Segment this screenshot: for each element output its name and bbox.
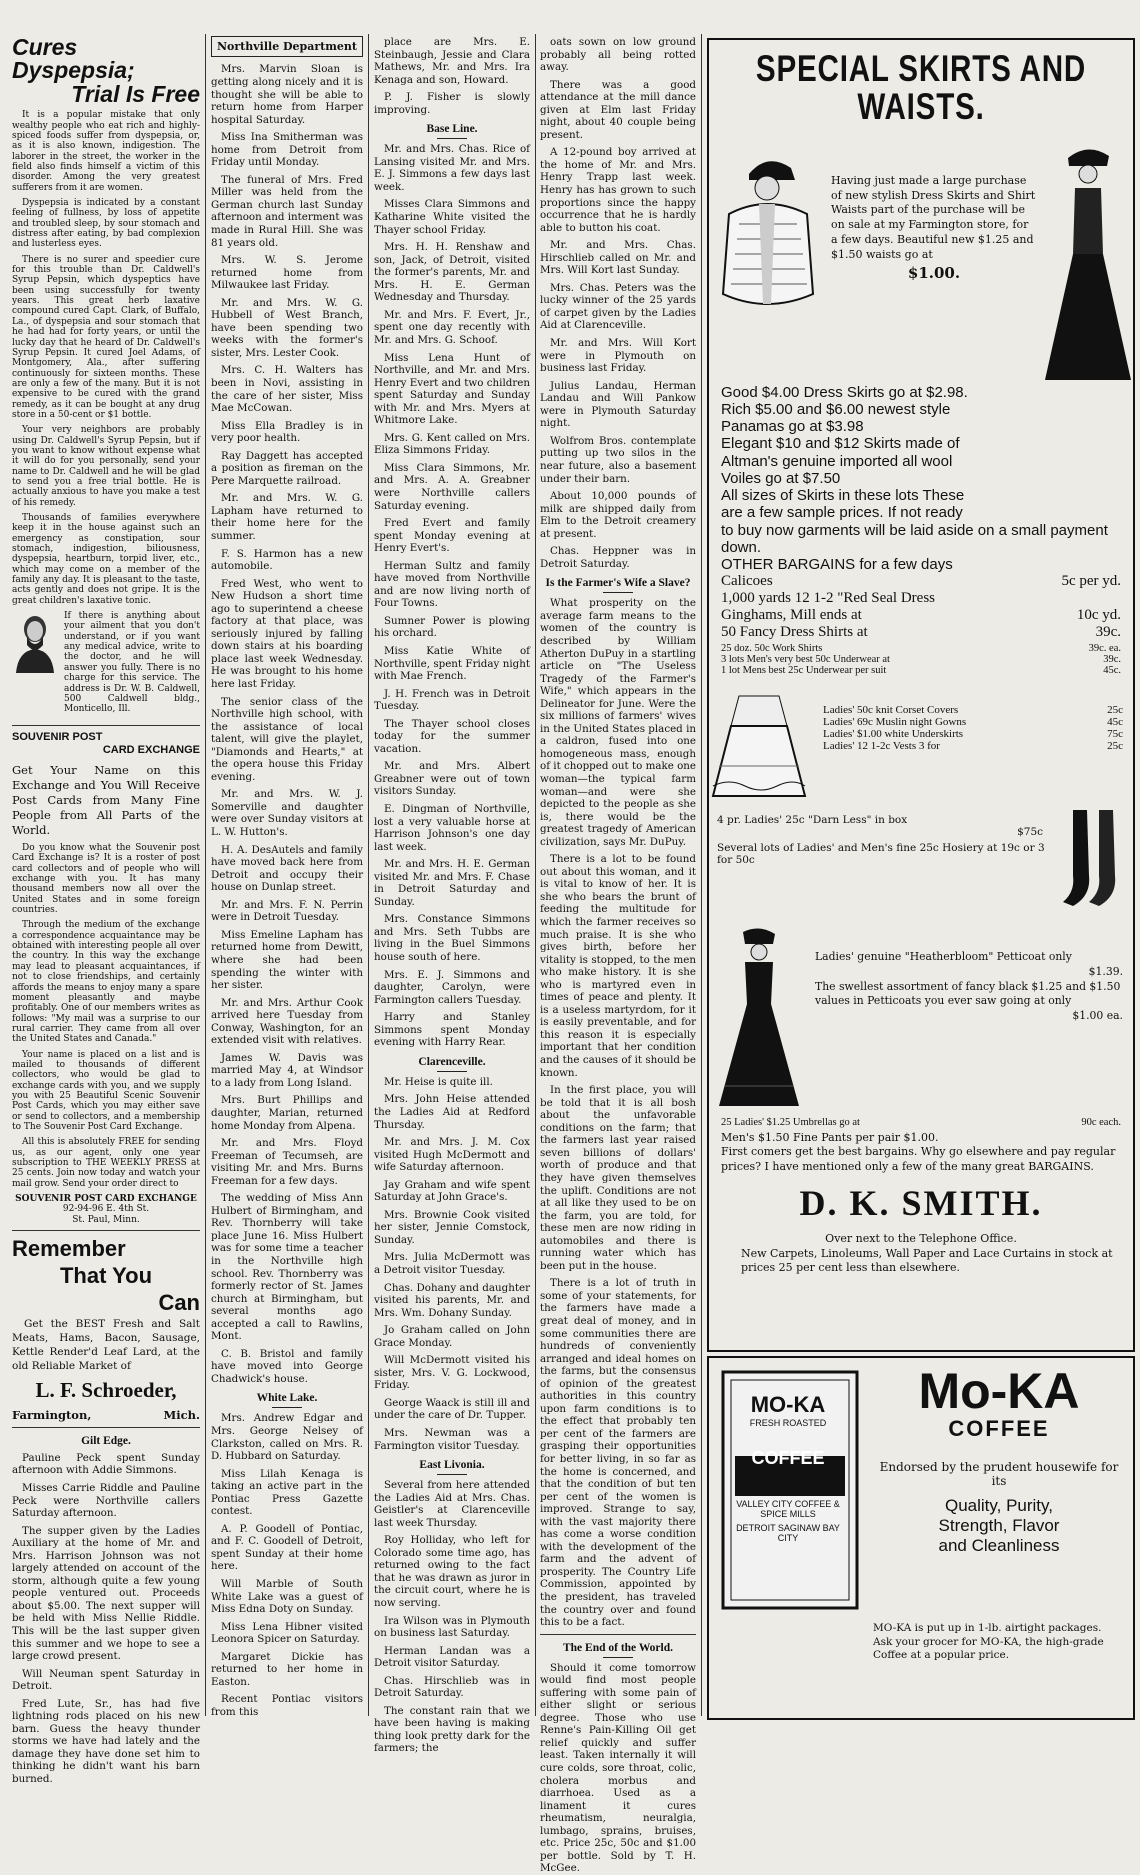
news-item: Fred West, who went to New Hudson a short time ago to superintend a cheese factory at that place, was seriously injured by falling down stairs at his boarding place last week Wednesday. He was brought to his home here last Friday. [211,577,363,691]
col3-top-items [374,36,530,116]
merchant-name: D. K. SMITH. [799,1183,1043,1224]
news-item: P. J. Fisher is slowly improving. [374,91,530,116]
news-item: Mrs. Newman was a Farmington visitor Tuesday. [374,1426,530,1452]
news-item: E. Dingman of Northville, lost a very valuable horse at Harrison Johnson's one day last week. [374,803,530,853]
ad-big-line: Elegant $10 and $12 Skirts made of [721,435,960,453]
column-rule [205,34,206,1716]
remember-line-2: That You [59,1262,153,1288]
pants-line: Men's $1.50 Fine Pants per pair $1.00. [721,1130,939,1144]
waist-illustration-icon [709,144,827,374]
news-item: place are Mrs. E. Steinbaugh, Jessie and Clara Mathews, Mr. and Mrs. Ira Kenaga and son, Howard. [374,36,530,86]
news-item: Herman Landan was a Detroit visitor Saturday. [374,1644,530,1670]
news-item: What prosperity on the average farm means to the women of the country is described by William Atherton DuPuy in a startling article on "The Useless Tragedy of the Farmer's Wife," which appears in the Delineator for June. Were the six millions of farmers' wives in the United States placed in a caldron, fused into one homogeneous mass, enough of it chopped out to make one woman—the typical farm woman—and were she depicted to the people as she is, there would be the greatest tragedy of American civilization, says Mr. DuPuy. [540,597,697,848]
moka-brand: Mo-KA [918,1363,1080,1419]
white-lake-title: White Lake. [211,1391,363,1408]
dyspepsia-title-2: Trial Is Free [71,81,200,107]
northville-department-title: Northville Department [211,36,363,57]
news-item: In the first place, you will be told that it is all bosh about the unfavorable conditions on the farm; that the farmers last year raised seven billions of dollars' worth of produce and that they have given themselves the uplift. Conditions are not at all like they used to be on the farm, you are told, for these men are now riding in automobiles and there is running water which has been put in the house. [540,1084,696,1272]
news-item: Mr. and Mrs. Chas. Rice of Lansing visited Mr. and Mrs. E. J. Simmons a few days last week. [374,143,530,193]
shirt-row-item: 25 doz. 50c Work Shirts [721,643,823,655]
news-item: Mrs. Julia McDermott was a Detroit visitor Tuesday. [374,1251,530,1276]
ladies-row-price: 25c [1107,740,1123,753]
umbrellas-price: 90c each. [1081,1117,1121,1129]
remember-body: Get the BEST Fresh and Salt Meats, Hams, Bacon, Sausage, Kettle Render'd Leaf Lard, at the old Reliable Market of [12,1317,200,1373]
news-item: Chas. Heppner was in Detroit Saturday. [540,545,696,570]
news-item: The senior class of the Northville high school, with the assistance of local talent, will give the playlet, "Diamonds and Hearts," at the opera house this Friday evening. [211,695,363,783]
petticoat-line-2: The swellest assortment of fancy black $1.25 and $1.50 values in Petticoats you ever saw going at only [815,979,1121,1008]
dk-smith-ad [707,38,1135,1352]
white-lake-items [211,1412,363,1718]
postcard-p3: Your name is placed on a list and is mailed to thousands of different collectors, who would be glad to exchange cards with you, and we supply you with 25 Beautiful Scenic Souvenir Post Cards, which you may either save or send to collectors, and a membership to The Souvenir Post Card Exchange. [12,1049,200,1132]
closing-line: First comers get the best bargains. Why go elsewhere and pay regular prices? I have mentioned only a few of the many great BARGAINS. [721,1145,1116,1174]
ad-title-2: WAISTS. [857,86,985,127]
moka-quality-1: Quality, Purity, [944,1496,1053,1515]
doctor-portrait-icon [12,611,58,673]
east-livonia-title: East Livonia. [374,1458,530,1475]
dyspepsia-p4: Your very neighbors are probably using Dr. Caldwell's Syrup Pepsin, but if you want to know without expense what it will do for you personally, send your name to Dr. Caldwell and he will be glad to send you a free trial bottle. He is actually anxious to have you make a test of his remedy. [12,425,200,508]
news-item: C. B. Bristol and family have moved into George Chadwick's house. [211,1347,363,1385]
ad-big-line: are a few sample prices. If not ready [721,504,963,522]
news-item: Mr. Heise is quite ill. [384,1075,493,1088]
shirt-row [721,654,1121,665]
postcard-ad [12,731,200,1226]
column-rule [368,34,369,1716]
news-item: Mr. and Mrs. Will Kort were in Plymouth on business last Friday. [540,337,696,375]
news-item: There was a good attendance at the mill dance given at Elm last Friday night, about 40 couple being present. [540,78,696,141]
ad-big-lines [721,384,1121,574]
news-item: Mr. and Mrs. Floyd Freeman of Tecumseh, are visiting Mr. and Mrs. Burns Freeman for a few days. [211,1137,363,1187]
ad-big-line: All sizes of Skirts in these lots These [721,487,965,505]
moka-endorsed: Endorsed by the prudent housewife for its [879,1460,1119,1488]
ladies-row-item: Ladies' 50c knit Corset Covers [823,704,959,717]
can-label-5: DETROIT SAGINAW BAY CITY [736,1523,840,1543]
clarenceville-items [374,1076,530,1452]
news-item: Mrs. Andrew Edgar and Mrs. George Nelsey of Clarkston, called on Mrs. R. D. Hubbard on Saturday. [211,1412,363,1463]
dyspepsia-p2: Dyspepsia is indicated by a constant feeling of fullness, by loss of appetite and troubled sleep, by sour stomach and distress after eating, by bad complexion and lusterless eyes. [12,198,200,250]
base-line-title: Base Line. [374,122,530,139]
gilt-edge-p3: The supper given by the Ladies Auxiliary at the home of Mr. and Mrs. Harrison Johnson was not largely attended on account of the storm, although quite a few young people ventured out. Proceeds about $5.00. The next supper will be held with Miss Nellie Riddle. This will be the last supper given this summer and we hope to see a large crowd present. [12,1524,200,1663]
news-item: Miss Ina Smitherman was home from Detroit from Friday until Monday. [211,131,363,169]
ad-shirt-rows [721,643,1121,676]
petticoat-price-2: $1.00 ea. [1072,1008,1123,1022]
ad-big-line: OTHER BARGAINS for a few days [721,556,953,574]
petticoat-illustration-icon [709,926,809,1116]
ladies-row [823,740,1123,752]
news-item: Fred Evert and family spent Monday evening at Henry Evert's. [374,517,530,555]
can-label-3: COFFEE [751,1448,825,1468]
dyspepsia-title-1: Cures Dyspepsia; [12,34,135,83]
news-item: Mrs. Constance Simmons and Mrs. Seth Tubbs are living in the Buel Simmons house south of here. [374,913,530,964]
ad-intro-price: $1.00. [907,263,961,282]
ladies-row [823,704,1123,716]
news-item: Mrs. Burt Phillips and daughter, Marian, returned home Monday from Alpena. [211,1094,363,1132]
shirt-row [721,643,1121,654]
news-item: A. P. Goodell of Pontiac, and F. C. Goodell of Detroit, spent Sunday at their home here. [211,1522,363,1573]
column-rule [701,34,702,1716]
gilt-edge-title: Gilt Edge. [81,1434,131,1447]
bargain-row-price: 39c. [1095,624,1121,641]
column-4 [540,36,697,1875]
news-item: There is a lot of truth in some of your statements, for the farmers have made a great deal of money, and in some communities there are hundreds of conveniently arranged and ideal homes on the farms, but the consensus of opinion of the greatest authorities in this country upon farm conditions is to the effect that probably ten per cent of the farmers are grasping their opportunities for better living, in so far as the home is concerned, and that the condition of but ten per cent of the women is improved. Strange to say, with the vast majority there has come a worse condition with the development of the farm and the advent of prosperity. The Country Life Commission, appointed by the president, has traveled the country over and found this to be a fact. [540,1277,696,1629]
petticoat-price-1: $1.39. [1088,965,1123,978]
clarenceville-title: Clarenceville. [374,1055,530,1072]
moka-ad [707,1356,1135,1720]
news-item: Chas. Dohany and daughter visited his parents, Mr. and Mrs. Wm. Dohany Sunday. [374,1281,530,1319]
postcard-lead: Get Your Name on this Exchange and You Will Receive Post Cards from Many Fine People from All Parts of the World. [12,763,200,838]
news-item: Miss Lena Hunt of Northville, and Mr. and Mrs. Henry Evert and two children spent Saturday and Sunday with Mr. and Mrs. Myers at Whitmore Lake. [374,351,530,427]
stockings-illustration-icon [1053,806,1133,916]
news-item: A 12-pound boy arrived at the home of Mr. and Mrs. Henry Trapp last week. Henry has has grown to such proportions since the happy occurrence that he is hardly able to button his coat. [540,146,696,234]
base-line-items [374,143,530,1049]
news-item: James W. Davis was married May 4, at Windsor to a lady from Long Island. [211,1051,363,1089]
column-rule [535,34,536,1716]
news-item: Mr. and Mrs. Arthur Cook arrived here Tuesday from Conway, Washington, for an extended visit with relatives. [211,996,363,1047]
ladies-row-item: Ladies' $1.00 white Underskirts [823,728,964,741]
postcard-head-2: CARD EXCHANGE [102,743,200,756]
news-item: Mrs. John Heise attended the Ladies Aid at Redford Thursday. [374,1093,530,1131]
news-item: Jo Graham called on John Grace Monday. [374,1324,530,1349]
bargain-row-price: 10c yd. [1076,607,1121,624]
column-1 [12,34,200,1786]
umbrellas-line: 25 Ladies' $1.25 Umbrellas go at [721,1117,860,1129]
bargain-row [721,573,1121,590]
dyspepsia-p5: Thousands of families everywhere keep it in the house against such an emergency as constipation, sour stomach, indigestion, biliousness, dyspepsia, heartburn, torpid liver, etc., which may come on a member of the family any day. It is pleasant to the taste, acts gently and does not gripe. It is the great children's laxative tonic. [12,513,200,606]
ad-big-line: to buy now garments will be laid aside on a small payment down. [721,521,1108,556]
farmers-wife-title: Is the Farmer's Wife a Slave? [540,576,696,593]
news-item: Mr. and Mrs. Chas. Hirschlieb called on Mr. and Mrs. Will Kort last Sunday. [540,239,696,277]
news-item: Mrs. H. H. Renshaw and son, Jack, of Detroit, visited the former's parents, Mr. and Mrs. H. E. German Wednesday and Thursday. [374,241,530,304]
news-item: H. A. DesAutels and family have moved back here from Detroit and occupy their house on Dunlap street. [211,843,363,894]
schroeder-state: Mich. [163,1407,200,1422]
news-item: Mr. and Mrs. H. E. German visited Mr. and Mrs. F. Chase in Detroit Saturday and Sunday. [374,858,530,908]
bargain-row [721,607,1121,624]
darn-less-line: 4 pr. Ladies' 25c "Darn Less" in box [717,814,908,827]
darn-less-price: $75c [1017,826,1043,839]
gilt-edge-section [12,1434,200,1786]
corset-illustration-icon [709,686,809,806]
news-item: Mr. and Mrs. W. J. Somerville and daughter were over Sunday visitors at L. W. Hutton's. [211,788,363,839]
schroeder-town: Farmington, [12,1407,92,1422]
news-item: Miss Clara Simmons, Mr. and Mrs. A. A. Greabner were Northville callers Saturday evening. [374,461,530,512]
shirt-row-item: 3 lots Men's very best 50c Underwear at [721,654,890,666]
merchant-location: Over next to the Telephone Office. [825,1231,1017,1245]
ad-ladies-rows [809,686,1133,806]
ad-title-1: SPECIAL SKIRTS AND [755,48,1087,89]
can-label-1: MO-KA [750,1392,826,1417]
northville-items [211,63,363,1385]
news-item: Mrs. G. Kent called on Mrs. Eliza Simmons Friday. [374,431,530,457]
news-item: Mr. and Mrs. J. M. Cox visited Hugh McDermott and wife Saturday afternoon. [374,1136,530,1174]
dyspepsia-p6: If there is anything about your ailment that you don't understand, or if you want any medical advice, write to the doctor, and he will answer you fully. There is no charge for this service. The address is Dr. W. B. Caldwell, 500 Caldwell bldg., Monticello, Ill. [64,611,200,715]
bargain-row-item: Ginghams, Mill ends at [721,607,862,624]
news-item: The constant rain that we have been having is making thing look pretty dark for the farmers; the [374,1704,530,1755]
news-item: The wedding of Miss Ann Hulbert of Birmingham, and Rev. Thornberry will take place June 16. Miss Hulbert was for some time a teacher in the Northville high school. Rev. Thornberry was formerly rector of St. James church at Birmingham, but several months ago accepted a call to Rawlins, Mont. [211,1192,363,1343]
gilt-edge-p1: Pauline Peck spent Sunday afternoon with Addie Simmons. [12,1451,200,1477]
dyspepsia-p3: There is no surer and speedier cure for this trouble than Dr. Caldwell's Syrup Pepsin, which dyspeptics have been using successfully for twenty years. This great herb laxative compound cured Capt. Clark, of Buffalo, La., of dyspepsia and sour stomach that he had had for forty years, or until the lucky day that he heard of Dr. Caldwell's Syrup Pepsin. It cured Joel Adams, of Montgomery, Ala., after suffering continuously for sixteen months. These are only a few of the many. But it is not expensive to be cured with the grand remedy, as it can be bought at any drug store in a 50-cent or $1 bottle. [12,254,200,420]
gilt-edge-p2: Misses Carrie Riddle and Pauline Peck were Northville callers Saturday afternoon. [12,1481,200,1520]
news-item: Miss Ella Bradley is in very poor health. [211,419,363,445]
shirt-row-item: 1 lot Mens best 25c Underwear per suit [721,665,887,677]
news-item: Mrs. Marvin Sloan is getting along nicely and it is thought she will be able to return home from Harper hospital Saturday. [211,63,363,126]
postcard-addr-1: SOUVENIR POST CARD EXCHANGE [15,1194,197,1205]
bargain-row-price: 5c per yd. [1061,573,1121,590]
postcard-addr-2: 92-94-96 E. 4th St. [62,1204,150,1215]
news-item: Mrs. W. S. Jerome returned home from Milwaukee last Friday. [211,254,363,292]
ad-big-line: Good $4.00 Dress Skirts go at $2.98. [721,383,968,401]
news-item: Mrs. Chas. Peters was the lucky winner of the 25 yards of carpet given by the Ladies Aid at Clarenceville. [540,281,696,332]
news-item: Mrs. Brownie Cook visited her sister, Jennie Comstock, Sunday. [374,1208,530,1246]
shirt-row-price: 39c. ea. [1088,643,1121,655]
schroeder-ad [12,1236,200,1422]
news-item: Julius Landau, Herman Landau and Will Pankow were in Plymouth Saturday night. [540,379,696,430]
ladies-row [823,716,1123,728]
news-item: Margaret Dickie has returned to her home in Easton. [211,1650,363,1688]
news-item: J. H. French was in Detroit Tuesday. [374,687,530,713]
moka-quality-2: Strength, Flavor [938,1516,1060,1535]
news-item: Miss Katie White of Northville, spent Friday night with Mae French. [374,644,530,683]
remember-line-1: Remember [12,1236,126,1262]
ladies-row-price: 45c [1107,716,1123,729]
can-label-4: VALLEY CITY COFFEE & SPICE MILLS [736,1499,840,1519]
bargain-row-item: 50 Fancy Dress Shirts at [721,624,868,641]
news-item: George Waack is still ill and under the care of Dr. Tupper. [374,1396,530,1422]
news-item: Harry and Stanley Simmons spent Monday evening with Harry Rear. [374,1011,530,1049]
news-item: Herman Sultz and family have moved from Northville and are now living north of Four Towns. [374,559,530,610]
gilt-edge-p4: Will Neuman spent Saturday in Detroit. [12,1667,200,1693]
dyspepsia-p1: It is a popular mistake that only wealthy people who eat rich and highly-spiced foods suffer from dyspepsia, or, as it is also known, indigestion. The laborer in the street, the worker in the field also finds himself a victim of this disorder. Among the very greatest sufferers from it are women. [12,110,200,193]
news-item: Roy Holliday, who left for Colorado some time ago, has returned owing to the fact that he was drawn as juror in the circuit court, where he is now serving. [374,1534,530,1610]
news-item: Miss Emeline Lapham has returned home from Dewitt, where she had been spending the winter with her sister. [211,928,363,992]
shirt-row [721,665,1121,676]
news-item: Ray Daggett has accepted a position as fireman on the Pere Marquette railroad. [211,449,363,487]
column-2 [211,36,363,1720]
dyspepsia-ad [12,36,200,720]
ladies-row-item: Ladies' 69c Muslin night Gowns [823,716,967,729]
remember-line-3: Can [158,1289,200,1315]
ad-big-line: Voiles go at $7.50 [721,469,841,487]
column-3 [374,36,530,1755]
news-item: Will McDermott visited his sister, Mrs. V. G. Lockwood, Friday. [374,1354,530,1392]
news-item: oats sown on low ground probably all being rotted away. [540,36,696,74]
moka-coffee: COFFEE [948,1416,1050,1441]
news-item: There is a lot to be found out about this woman, and it is vital to know of her. It is she who bears the brunt of feeding the multitude for which the farmer receives so much praise. It is she who gives birth, before her vitality is stopped, to the men who make history. It is she who is martyred even in times of peace and plenty. It is a useless martyrdom, for it is easily preventable, and for this reason it is especially important that her condition and the causes of it should be known. [540,853,696,1079]
end-of-world-title: The End of the World. [540,1641,696,1658]
news-item: Wolfrom Bros. contemplate putting up two silos in the near future, also a basement under their barn. [540,434,696,485]
bargain-row [721,624,1121,641]
news-item: Sumner Power is plowing his orchard. [374,614,530,640]
news-item: The funeral of Mrs. Fred Miller was held from the German church last Sunday afternoon and interment was made in Rural Hill. She was 81 years old. [211,173,363,249]
news-item: Mr. and Mrs. F. N. Perrin were in Detroit Tuesday. [211,898,363,924]
postcard-p4: All this is absolutely FREE for sending us, as our agent, only one year subscription to THE WEEKLY PRESS at 25 cents. Join now today and watch your mail grow. Send your order direct to [12,1137,200,1189]
east-livonia-items [374,1479,530,1755]
ad-bargain-rows [721,573,1121,641]
news-item: Mr. and Mrs. W. G. Lapham have returned to their home here for the summer. [211,492,363,542]
news-item: Miss Lilah Kenaga is taking an active part in the Pontiac Press Gazette contest. [211,1467,363,1518]
shirt-row-price: 39c. [1103,654,1121,666]
news-item: Ira Wilson was in Plymouth on business last Saturday. [374,1614,530,1640]
moka-footer: MO-KA is put up in 1-lb. airtight packages. Ask your grocer for MO-KA, the high-grade Coffee at a popular price. [873,1622,1104,1662]
news-item: Mr. and Mrs. W. G. Hubbell of West Branch, have been spending two weeks with the former's sister, Mrs. Lester Cook. [211,296,363,359]
postcard-head-1: SOUVENIR POST [12,730,103,743]
news-item: F. S. Harmon has a new automobile. [211,547,363,573]
carpets-line: New Carpets, Linoleums, Wall Paper and Lace Curtains in stock at prices 25 per cent less than elsewhere. [741,1246,1113,1275]
news-item: Miss Lena Hibner visited Leonora Spicer on Saturday. [211,1620,363,1646]
bargain-row-item: 1,000 yards 12 1-2 "Red Seal Dress [721,590,936,607]
news-item: Mr. and Mrs. Albert Greabner were out of town visitors Sunday. [374,760,530,798]
gilt-edge-p5: Fred Lute, Sr., has had five lightning rods placed on his new barn. Guess the heavy thunder storms we have had lately and the damage they have done set him to thinking he didn't want his barn burned. [12,1697,200,1786]
ladies-row-price: 25c [1107,704,1123,717]
news-item: Jay Graham and wife spent Saturday at John Grace's. [374,1178,530,1204]
news-item: Will Marble of South White Lake was a guest of Miss Edna Doty on Sunday. [211,1578,363,1616]
bargain-row-item: Calicoes [721,573,773,590]
ladies-row [823,728,1123,740]
news-item: Mrs. C. H. Walters has been in Novi, assisting in the care of her sister, Miss Mae McCowan. [211,364,363,415]
news-item: Mrs. E. J. Simmons and daughter, Carolyn, were Farmington callers Tuesday. [374,968,530,1006]
postcard-p1: Do you know what the Souvenir post Card Exchange is? It is a roster of post card collectors and of people who will exchange with you. It has many thousand members now all over the United States and in some foreign countries. [12,843,200,916]
hosiery-line: Several lots of Ladies' and Men's fine 25c Hosiery at 19c or 3 for 50c [717,842,1045,867]
farmers-wife-items [540,597,696,1628]
ad-big-line: Panamas go at $3.98 [721,418,864,436]
news-item: Recent Pontiac visitors from this [211,1693,363,1718]
petticoat-line-1: Ladies' genuine "Heatherbloom" Petticoat only [815,950,1072,964]
ladies-row-price: 75c [1107,728,1123,741]
shirt-row-price: 45c. [1103,665,1121,677]
postcard-p2: Through the medium of the exchange a correspondence acquaintance may be obtained with interesting people all over the country. In this way the exchange may lead to pleasant acquaintances, if not to close friendships, and certainly affords the means to enjoy many a spare moment pleasantly and maybe profitably. One of our members writes as follows: "My mail was a surprise to our rural carrier. They came from all over the United States and Canada." [12,920,200,1045]
news-item: The Thayer school closes today for the summer vacation. [374,717,530,755]
ad-big-line: Altman's genuine imported all wool [721,452,953,470]
col4-top-items [540,36,696,570]
end-of-world-p1: Should it come tomorrow would find most people suffering with some pain of either slight or serious degree. Those who use Renne's Pain-Killing Oil get relief quickly and suffer least. Taken internally it will cure colds, sore throat, colic, cholera morbus and diarrhoea. Used as a linament it cures rheumatism, neuralgia, lumbago, sprains, bruises, etc. Price 25c, 50c and $1.00 per bottle. Sold by T. H. McGee. [540,1661,696,1875]
bargain-row [721,590,1121,607]
news-item: About 10,000 pounds of milk are shipped daily from Elm to the Detroit creamery at present. [540,490,696,540]
ladies-row-item: Ladies' 12 1-2c Vests 3 for [823,740,940,753]
news-item: Mr. and Mrs. F. Evert, Jr., spent one day recently with Mr. and Mrs. G. Schoof. [374,308,530,346]
ad-intro: Having just made a large purchase of new stylish Dress Skirts and Shirt Waists part of the purchase will be on sale at my Farmington store, for a few days. Beautiful new $1.25 and $1.50 waists go at [831,173,1036,261]
news-item: Several from here attended the Ladies Aid at Mrs. Chas. Geistler's at Clarenceville last week Thursday. [374,1479,530,1529]
moka-quality-3: and Cleanliness [938,1536,1060,1555]
can-label-2: FRESH ROASTED [749,1418,827,1428]
skirt-illustration-icon [1043,144,1133,384]
ad-big-line: Rich $5.00 and $6.00 newest style [721,400,951,418]
news-item: Misses Clara Simmons and Katharine White visited the Thayer school Friday. [374,198,530,236]
schroeder-name: L. F. Schroeder, [35,1378,177,1403]
postcard-addr-3: St. Paul, Minn. [72,1214,140,1225]
news-item: Chas. Hirschlieb was in Detroit Saturday. [374,1674,530,1700]
